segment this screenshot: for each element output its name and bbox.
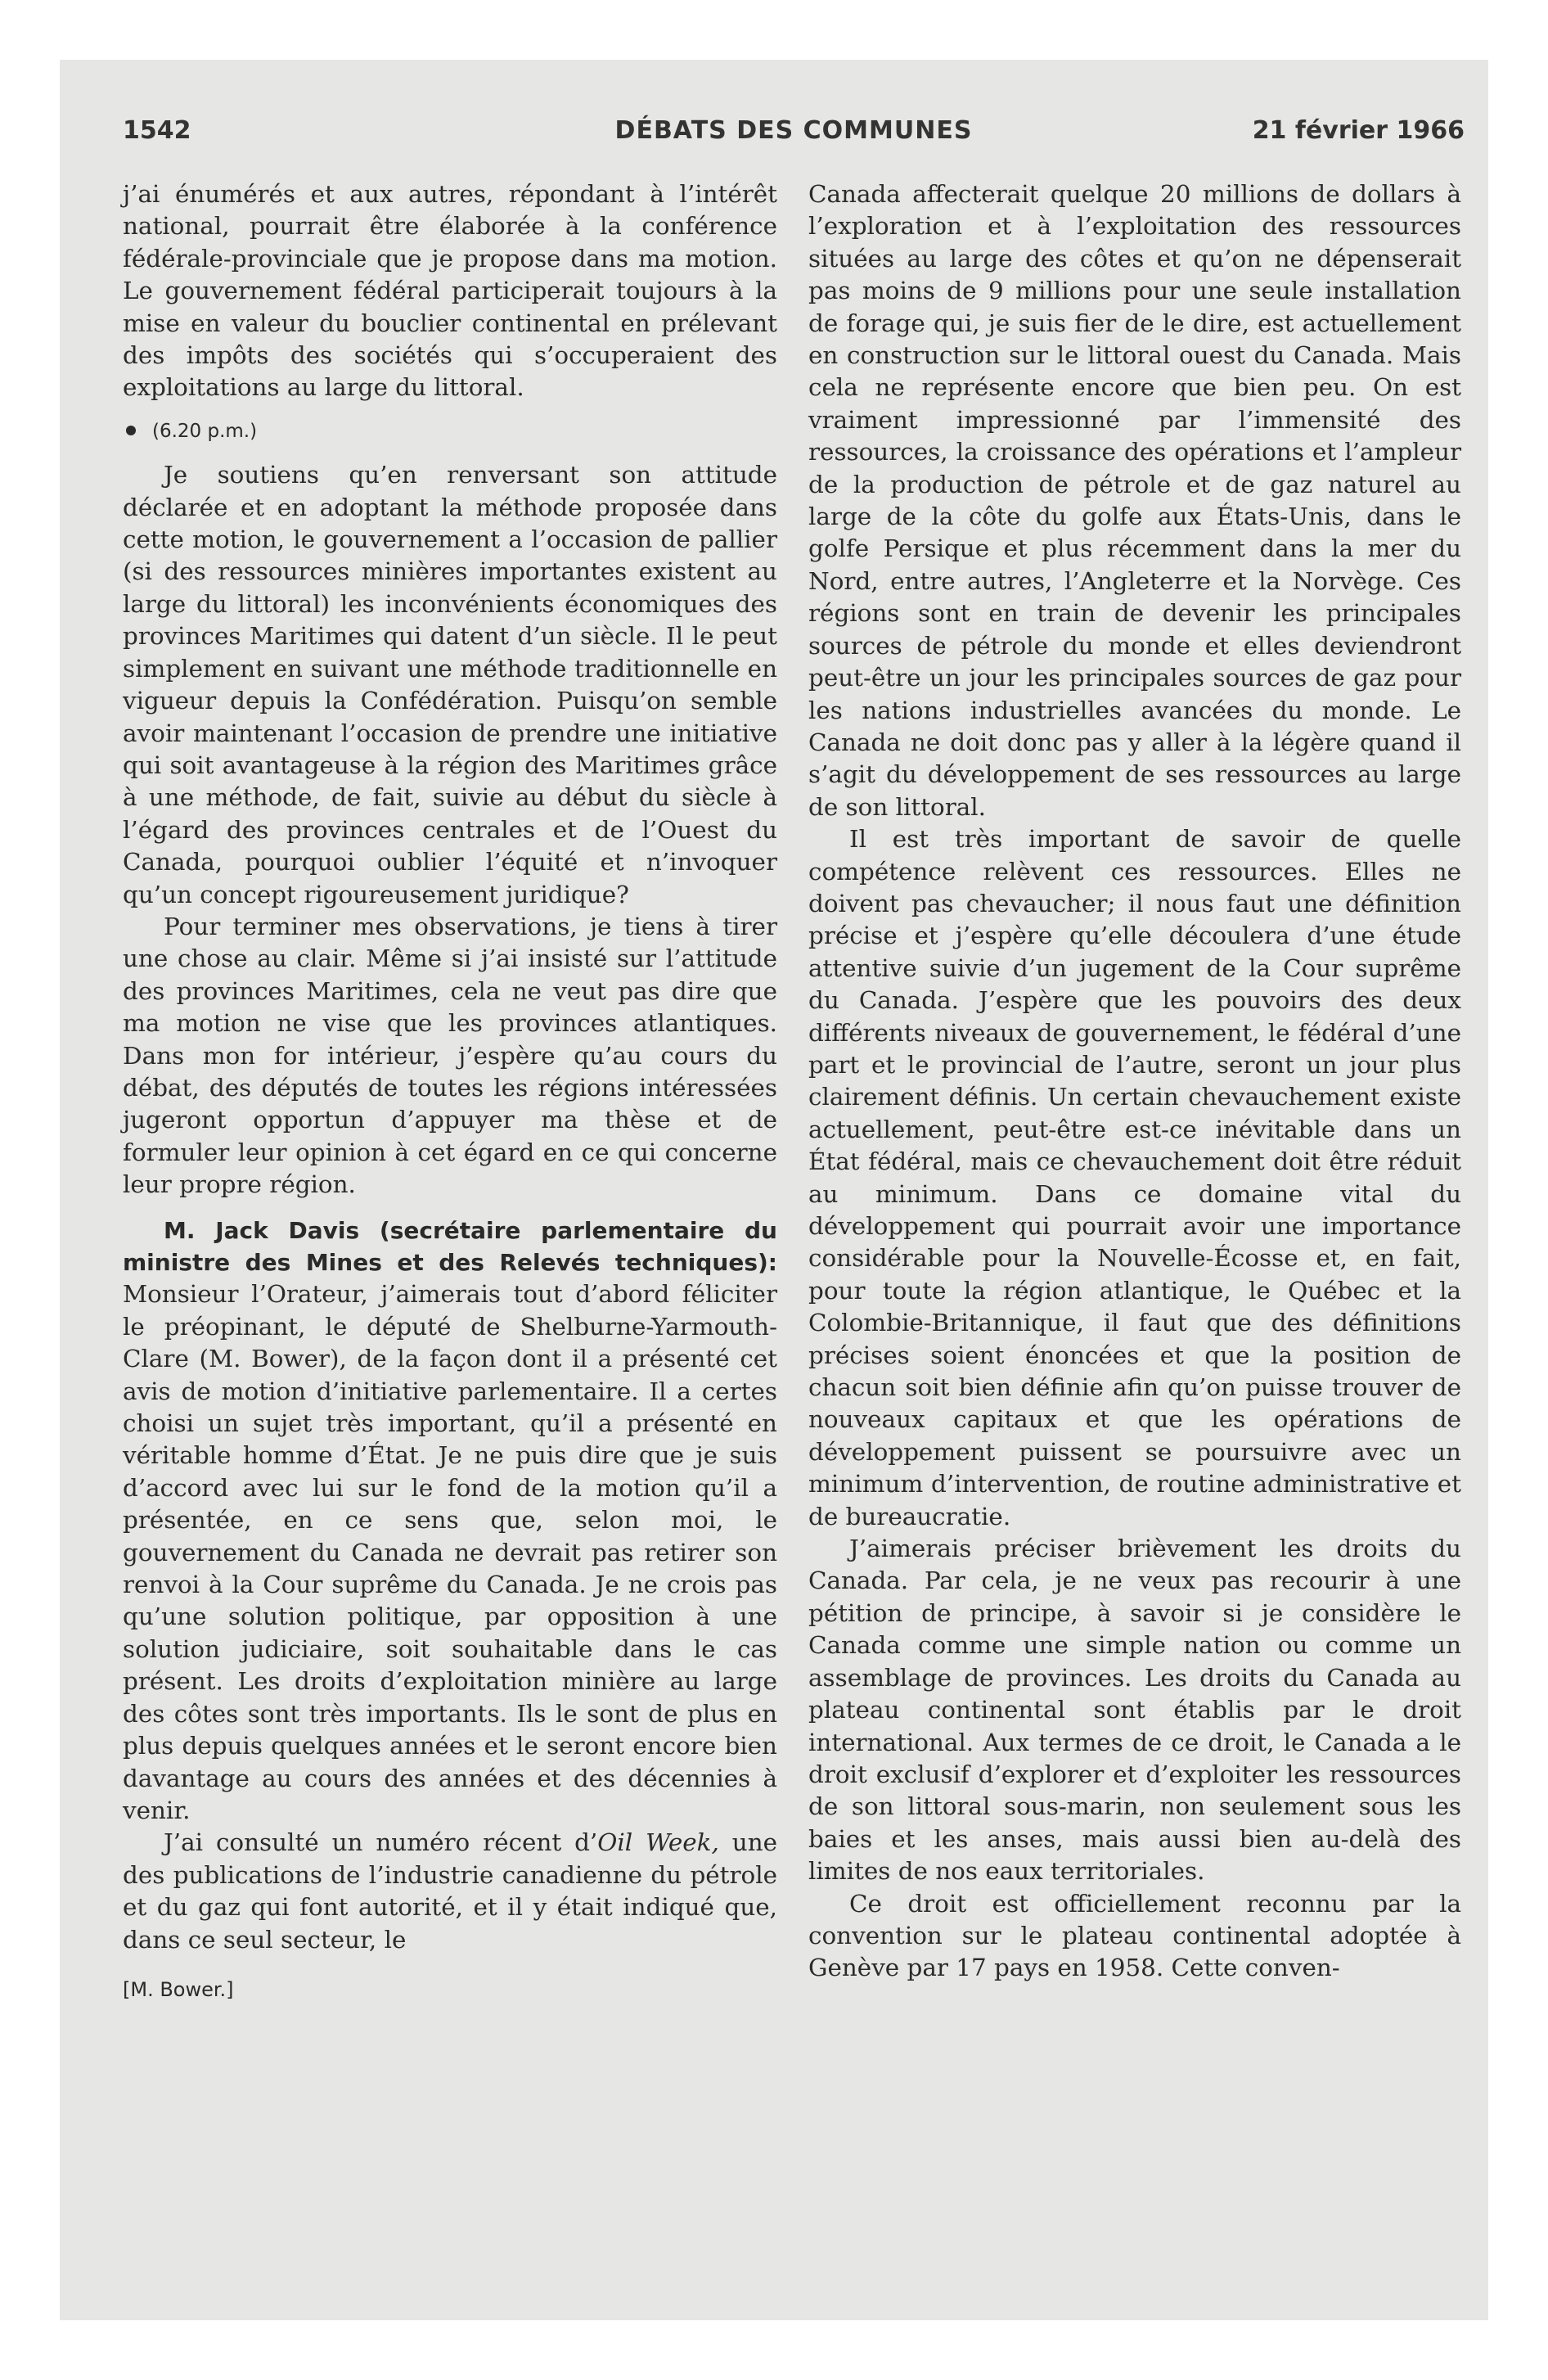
paragraph: J’aimerais préciser brièvement les droits du Canada. Par cela, je ne veux pas recourir à une pétition de principe, à savoir si je considère le Canada comme une simple nation ou comme un assemblage de provinces. Les droits du Canada au plateau continental sont établis par le droit international. Aux termes de ce droit, le Canada a le droit exclusif d’explorer et d’exploiter les ressources de son littoral sous-marin, non seulement sous les baies et les anses, mais aussi bien au-delà des limites de nos eaux territoriales.	[808, 1535, 1461, 1886]
left-column	[123, 178, 777, 2006]
paragraph-text: une des publications de l’industrie canadienne du pétrole et du gaz qui font autorité, et il y était indiqué que, dans ce seul secteur, le	[123, 1828, 778, 1954]
bullet-icon	[126, 426, 136, 435]
paragraph: Je soutiens qu’en renversant son attitude déclarée et en adoptant la méthode proposée dans cette motion, le gouvernement a l’occasion de pallier (si des ressources minières importantes existent au large du littoral) les inconvénients économiques des provinces Maritimes qui datent d’un siècle. Il le peut simplement en suivant une méthode traditionnelle en vigueur depuis la Confédération. Puisqu’on semble avoir maintenant l’occasion de prendre une initiative qui soit avantageuse à la région des Maritimes grâce à une méthode, de fait, suivie au début du siècle à l’égard des provinces centrales et de l’Ouest du Canada, pourquoi oublier l’équité et n’invoquer qu’un concept rigoureusement juridique?	[123, 461, 777, 908]
paragraph: Il est très important de savoir de quelle compétence relèvent ces ressources. Elles ne doivent pas chevaucher; il nous faut une définition précise et j’espère qu’elle découlera d’une étude attentive suivie d’un jugement de la Cour suprême du Canada. J’espère que les pouvoirs des deux différents niveaux de gouvernement, le fédéral d’une part et le provincial de l’autre, seront un jour plus clairement définis. Un certain chevauchement existe actuellement, peut-être est-ce inévitable dans un État fédéral, mais ce chevauchement doit être réduit au minimum. Dans ce domaine vital du développement qui pourrait avoir une importance considérable pour la Nouvelle-Écosse et, en fait, pour toute la région atlantique, le Québec et la Colombie-Britannique, il faut que des définitions précises soient énoncées et que la position de chacun soit bien définie afin qu’on puisse trouver de nouveaux capitaux et que les opérations de développement puissent se poursuivre avec un minimum d’intervention, de routine administrative et de bureaucratie.	[808, 825, 1461, 1530]
speech-text: Monsieur l’Orateur, j’aimerais tout d’abord féliciter le préopinant, le député de Shelburne-Yarmouth-Clare (M. Bower), de la façon dont il a présenté cet avis de motion d’initiative parlementaire. Il a certes choisi un sujet très important, qu’il a présenté en véritable homme d’État. Je ne puis dire que je suis d’accord avec lui sur le fond de la motion qu’il a présentée, en ce sens que, selon moi, le gouvernement du Canada ne devrait pas retirer son renvoi à la Cour suprême du Canada. Je ne crois pas qu’une solution politique, par opposition à une solution judiciaire, soit souhaitable dans le cas présent. Les droits d’exploitation minière au large des côtes sont très importants. Ils le sont de plus en plus depuis quelques années et le seront encore bien davantage au cours des années et des décennies à venir.	[123, 1280, 777, 1824]
page-header	[123, 116, 1465, 149]
paragraph	[123, 1827, 777, 1956]
right-column	[808, 178, 1461, 1985]
time-marker-text: (6.20 p.m.)	[152, 420, 258, 442]
speaker-footnote: [M. Bower.]	[123, 1977, 234, 2001]
paragraph: Canada affecterait quelque 20 millions de dollars à l’exploration et à l’exploitation des ressources situées au large des côtes et qu’on ne dépenserait pas moins de 9 millions pour une seule installation de forage qui, je suis fier de le dire, est actuellement en construction sur le littoral ouest du Canada. Mais cela ne représente encore que bien peu. On est vraiment impressionné par l’immensité des ressources, la croissance des opérations et l’ampleur de la production de pétrole et de gaz naturel au large de la côte du golfe aux États-Unis, dans le golfe Persique et plus récemment dans la mer du Nord, entre autres, l’Angleterre et la Norvège. Ces régions sont en train de devenir les principales sources de pétrole du monde et elles deviendront peut-être un jour les principales sources de gaz pour les nations industrielles avancées du monde. Le Canada ne doit donc pas y aller à la légère quand il s’agit du développement de ses ressources au large de son littoral.	[808, 180, 1461, 821]
paragraph: Ce droit est officiellement reconnu par la convention sur le plateau continental adoptée à Genève par 17 pays en 1958. Cette conven-	[808, 1889, 1461, 1982]
page-date: 21 février 1966	[1252, 116, 1465, 145]
time-marker	[123, 416, 777, 448]
publication-name: Oil Week,	[597, 1828, 719, 1857]
paragraph-text: J’ai consulté un numéro récent d’	[164, 1828, 598, 1857]
paragraph: j’ai énumérés et aux autres, répondant à l’intérêt national, pourrait être élaborée à la conférence fédérale-provinciale que je propose dans ma motion. Le gouvernement fédéral participerait toujours à la mise en valeur du bouclier continental en prélevant des impôts des sociétés qui s’occuperaient des exploitations au large du littoral.	[123, 180, 777, 402]
publication-title: DÉBATS DES COMMUNES	[614, 116, 973, 145]
speaker-name: M. Jack Davis (secrétaire parlementaire du ministre des Mines et des Relevés techniques):	[123, 1216, 777, 1276]
paragraph: Pour terminer mes observations, je tiens à tirer une chose au clair. Même si j’ai insisté sur l’attitude des provinces Maritimes, cela ne veut pas dire que ma motion ne vise que les provinces atlantiques. Dans mon for intérieur, j’espère qu’au cours du débat, des députés de toutes les régions intéressées jugeront opportun d’appuyer ma thèse et de formuler leur opinion à cet égard en ce qui concerne leur propre région.	[123, 912, 777, 1199]
speaker-paragraph	[123, 1215, 777, 1828]
page-number: 1542	[123, 116, 191, 145]
